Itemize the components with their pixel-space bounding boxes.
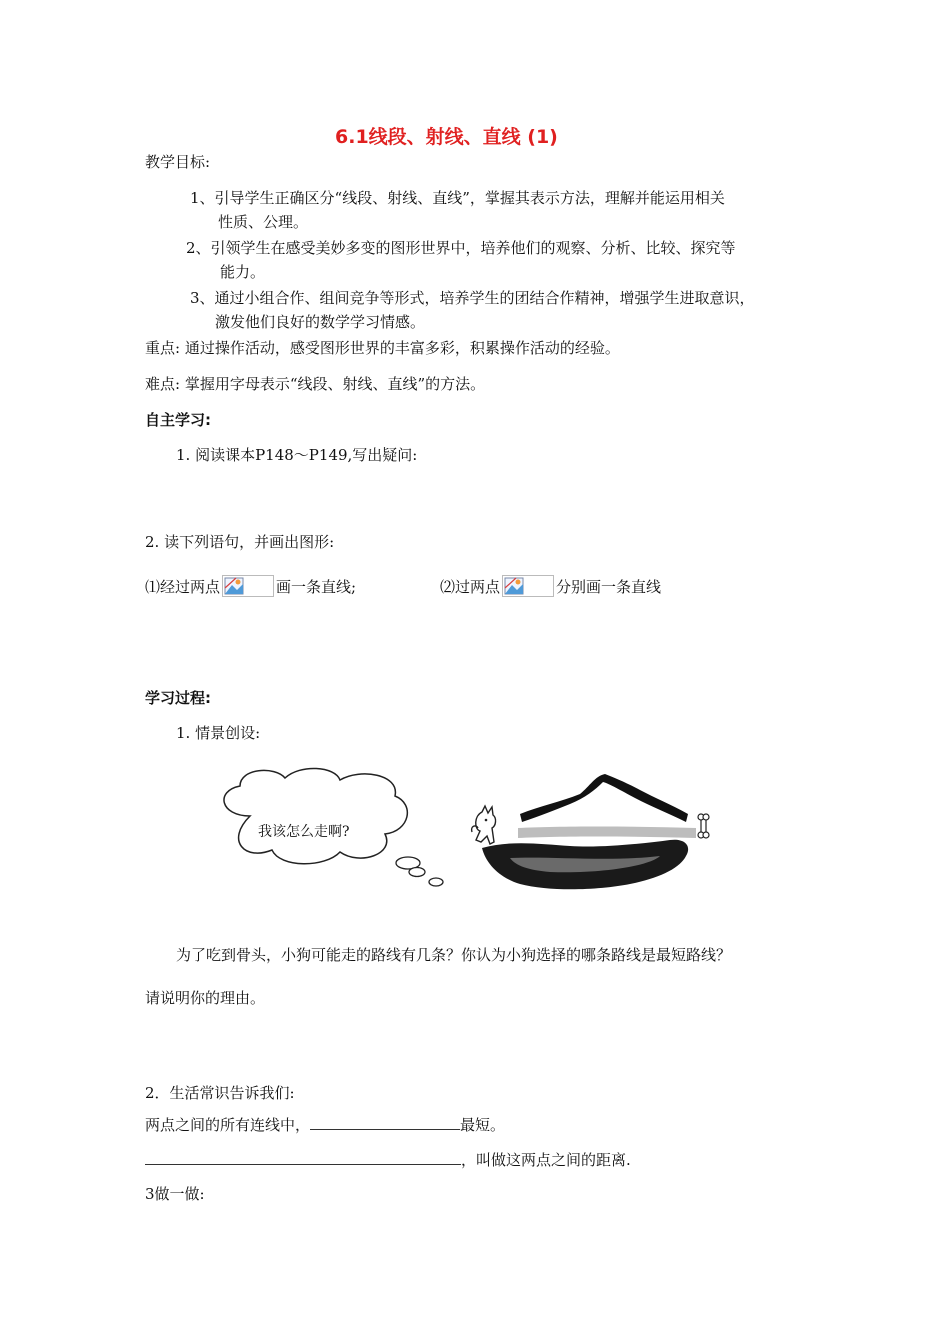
draw-task-2-prefix: ⑵过两点 — [440, 578, 501, 596]
difficulty: 难点: 掌握用字母表示“线段、射线、直线”的方法。 — [145, 375, 486, 393]
objectives-heading: 教学目标: — [145, 153, 211, 171]
mountain-path — [520, 774, 688, 822]
draw-task-2-suffix: 分别画一条直线 — [556, 578, 662, 596]
bone-icon — [698, 814, 709, 838]
dog-scene-illustration — [210, 766, 710, 896]
dog-icon — [472, 806, 496, 844]
draw-task-1-suffix: 画一条直线; — [276, 578, 357, 596]
draw-task-2 — [440, 575, 661, 597]
self-study-heading: 自主学习: — [145, 411, 211, 429]
bubble-text: 我该怎么走啊? — [258, 824, 350, 840]
fill-blank-1-suffix: 最短。 — [460, 1116, 506, 1134]
answer-blank-1[interactable] — [310, 1115, 460, 1130]
thought-dot-small — [429, 878, 443, 886]
broken-image-icon — [222, 575, 274, 597]
fill-blank-2-suffix: ，叫做这两点之间的距离. — [461, 1151, 631, 1169]
process-item-3: 3做一做: — [145, 1185, 205, 1203]
key-point: 重点: 通过操作活动，感受图形世界的丰富多彩，积累操作活动的经验。 — [145, 339, 620, 357]
broken-image-icon — [502, 575, 554, 597]
process-item-1: 1. 情景创设: — [176, 724, 261, 742]
thought-dot-medium — [409, 868, 425, 877]
draw-task-1 — [145, 575, 356, 597]
straight-path — [518, 827, 696, 839]
process-heading: 学习过程: — [145, 689, 211, 707]
objective-1-line1: 1、引导学生正确区分“线段、射线、直线”，掌握其表示方法，理解并能运用相关 — [190, 189, 725, 207]
answer-blank-2[interactable] — [145, 1150, 461, 1165]
objective-2-line1: 2、引领学生在感受美妙多变的图形世界中，培养他们的观察、分析、比较、探究等 — [186, 239, 736, 257]
fill-blank-1 — [145, 1115, 505, 1135]
self-study-item-1: 1. 阅读课本P148～P149,写出疑问: — [176, 446, 418, 464]
question-line-2: 请说明你的理由。 — [145, 989, 266, 1007]
objective-3-line1: 3、通过小组合作、组间竞争等形式，培养学生的团结合作精神，增强学生进取意识， — [190, 289, 755, 307]
page-title: 6.1线段、射线、直线 (1) — [335, 126, 558, 148]
fill-blank-1-prefix: 两点之间的所有连线中， — [145, 1116, 311, 1134]
self-study-item-2: 2. 读下列语句，并画出图形: — [145, 533, 335, 551]
thought-bubble — [224, 768, 407, 863]
fill-blank-2 — [145, 1150, 631, 1170]
draw-task-1-prefix: ⑴经过两点 — [145, 578, 221, 596]
objective-2-line2: 能力。 — [220, 263, 266, 281]
objective-3-line2: 激发他们良好的数学学习情感。 — [215, 313, 426, 331]
process-item-2: 2．生活常识告诉我们: — [145, 1084, 295, 1102]
question-line-1: 为了吃到骨头，小狗可能走的路线有几条？你认为小狗选择的哪条路线是最短路线？ — [176, 946, 732, 964]
objective-1-line2: 性质、公理。 — [218, 213, 309, 231]
